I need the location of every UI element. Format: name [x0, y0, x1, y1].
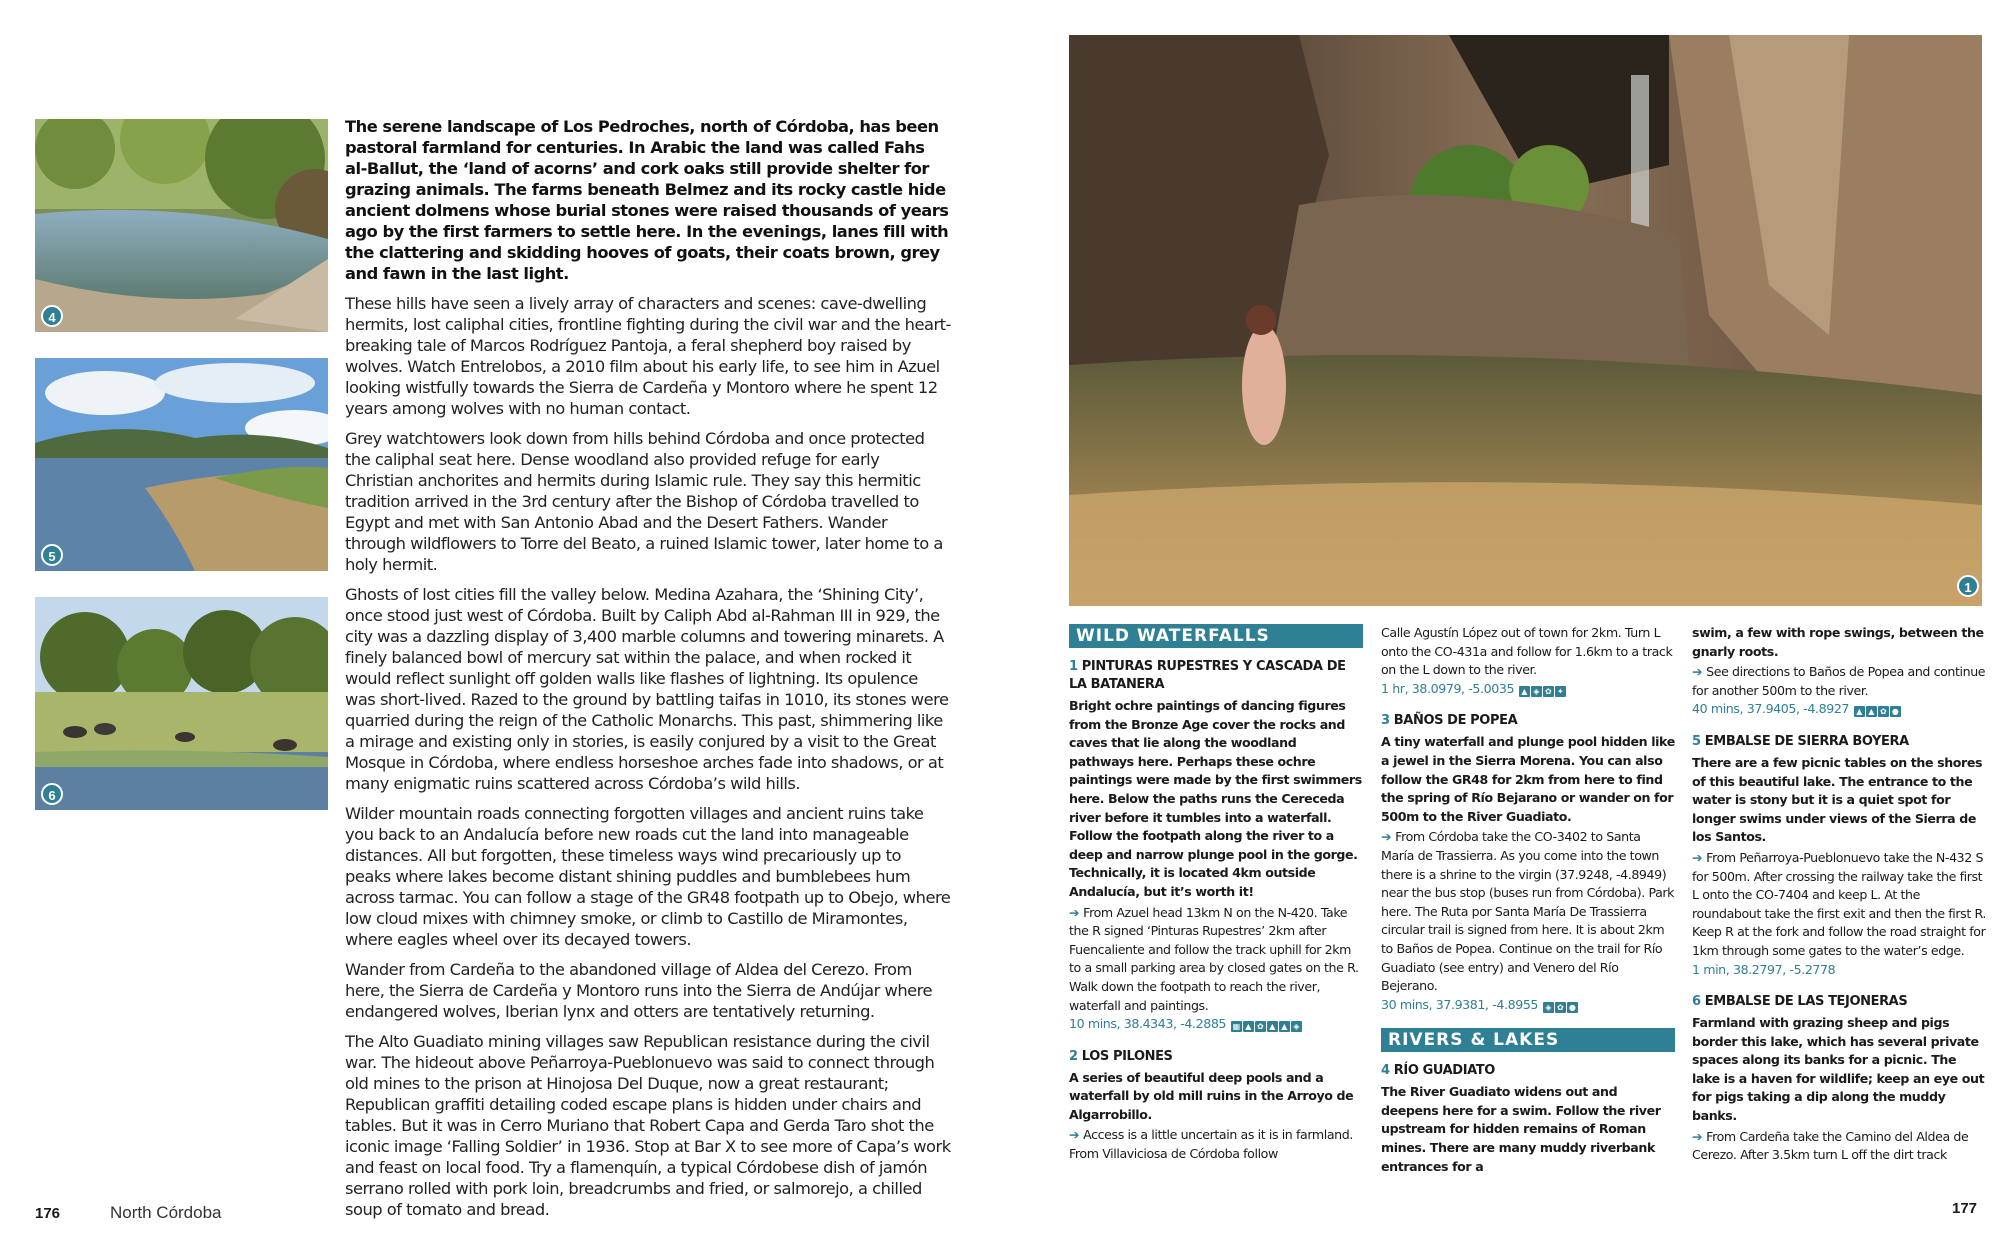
amenity-icons: ▲ ▲ ✿ ● [1853, 701, 1901, 716]
left-page-body [345, 116, 951, 1229]
photo-pasture [35, 597, 328, 810]
column-3 [1692, 624, 1986, 1165]
entry-directions: ➔ From Peñarroya-Pueblonuevo take the N-432 S for 500m. After crossing the railway take the first L onto the CO-7404 and keep L. At the roundabout take the first exit and then the first R. Keep R at the fork and follow the road straight for 1km through some gates to the water’s edge. [1692, 849, 1986, 958]
arrow-icon: ➔ [1692, 849, 1707, 865]
hero-badge: 1 [1957, 575, 1979, 597]
entry-meta: 1 hr, 38.0979, -5.0035 ▲ ◈ ✿ ✦ [1381, 680, 1675, 699]
entry-title: 5 EMBALSE DE SIERRA BOYERA [1692, 733, 1909, 749]
entry-meta: 40 mins, 37.9405, -4.8927 ▲ ▲ ✿ ● [1692, 700, 1986, 719]
body-paragraph: Grey watchtowers look down from hills behind Córdoba and once protected the caliphal seat here. Dense woodland also provided refuge for early Christian anchorites and hermits during Islamic rule. They say this hermitic tradition arrived in the 3rd century after the Bishop of Córdoba travelled to Egypt and met with San Antonio Abad and the Desert Fathers. Wander through wildflowers to Torre del Beato, a ruined Islamic tower, later home to a holy hermit. [345, 429, 943, 574]
amenity-icons: ◈ ✿ ● [1542, 997, 1578, 1012]
section-header-wild-waterfalls: WILD WATERFALLS [1069, 624, 1363, 648]
entry-description: Bright ochre paintings of dancing figures from the Bronze Age cover the rocks and caves that lie along the woodland pathways here. Perhaps these ochre paintings were made by the first swimmers here. Below the paths runs the Cereceda river before it tumbles into a waterfall. Follow the footpath along the river to a deep and narrow plunge pool in the gorge. Technically, it is located 4km outside Andalucía, but it’s worth it! [1069, 698, 1362, 899]
intro-paragraph: The serene landscape of Los Pedroches, north of Córdoba, has been pastoral farmland for centuries. In Arabic the land was called Fahs al-Ballut, the ‘land of acorns’ and cork oaks still provide shelter for grazing animals. The farms beneath Belmez and its rocky castle hide ancient dolmens whose burial stones were raised thousands of years ago by the first farmers to settle here. In the evenings, lanes fill with the clattering and skidding hooves of goats, their coats brown, grey and fawn in the last light. [345, 117, 949, 283]
entry-title: 2 LOS PILONES [1069, 1048, 1173, 1064]
arrow-icon: ➔ [1381, 829, 1396, 845]
entry-description: A series of beautiful deep pools and a waterfall by old mill ruins in the Arroyo de Algarrobillo. [1069, 1069, 1354, 1122]
entry-meta: 30 mins, 37.9381, -4.8955 ◈ ✿ ● [1381, 996, 1675, 1015]
amenity-icons: ▲ ◈ ✿ ✦ [1518, 681, 1566, 696]
body-paragraph: Ghosts of lost cities fill the valley below. Medina Azahara, the ‘Shining City’, once stood just west of Córdoba. Built by Caliph Abd al-Rahman III in 929, the city was a dazzling display of 3,400 marble columns and towering minarets. A finely balanced bowl of mercury sat within the palace, and when rocked it would reflect sunlight off golden walls like flashes of lightning. Its opulence was short-lived. Razed to the ground by battling taifas in 1010, its stones were quarried during the reign of the Catholic Monarchs. This past, shimmering like a mirage and existing only in stories, is easily conjured by a visit to the Great Mosque in Córdoba, where endless horseshoe arches fade into shadows, or at many enigmatic ruins scattered across Córdoba’s wild hills. [345, 585, 949, 793]
entry-directions: ➔ From Azuel head 13km N on the N-420. Take the R signed ‘Pinturas Rupestres’ 2km after Fuencaliente and follow the track uphill for 2km to a small parking area by closed gates on the R. Walk down the footpath to reach the river, waterfall and paintings. [1069, 904, 1359, 1013]
section-header-rivers-lakes: RIVERS & LAKES [1381, 1028, 1675, 1052]
entry-title: 3 BAÑOS DE POPEA [1381, 713, 1518, 729]
entry-description: A tiny waterfall and plunge pool hidden like a jewel in the Sierra Morena. You can also follow the GR48 for 2km from here to find the spring of Río Bejarano or wander on for 500m to the River Guadiato. [1381, 734, 1675, 824]
entry-description: swim, a few with rope swings, between the gnarly roots. [1692, 625, 1984, 659]
section-name: North Córdoba [110, 1203, 222, 1222]
page-number-left: 176 [35, 1205, 61, 1222]
photo-lake [35, 358, 328, 571]
body-paragraph: Wander from Cardeña to the abandoned village of Aldea del Cerezo. From here, the Sierra de Cardeña y Montoro runs into the Sierra de Andújar where endangered wolves, Iberian lynx and otters are tentatively returning. [345, 960, 933, 1021]
photo-badge: 5 [41, 544, 63, 566]
entry-directions: ➔ From Cardeña take the Camino del Aldea de Cerezo. After 3.5km turn L off the dirt track [1692, 1128, 1969, 1163]
entry-description: Farmland with grazing sheep and pigs border this lake, which has several private spaces along its banks for a picnic. The lake is a haven for wildlife; keep an eye out for pigs taking a dip along the muddy banks. [1692, 1015, 1985, 1124]
hero-photo-waterfall [1069, 35, 1982, 606]
column-2 [1381, 624, 1675, 1178]
arrow-icon: ➔ [1692, 1128, 1707, 1144]
entry-title: 4 RÍO GUADIATO [1381, 1063, 1495, 1079]
entry-title: 1 PINTURAS RUPESTRES Y CASCADA DE LA BATANERA [1069, 659, 1346, 692]
page-number-right: 177 [1952, 1200, 1978, 1217]
body-paragraph: These hills have seen a lively array of characters and scenes: cave-dwelling hermits, lost caliphal cities, frontline fighting during the civil war and the heart-breaking tale of Marcos Rodríguez Pantoja, a feral shepherd boy raised by wolves. Watch Entrelobos, a 2010 film about his early life, to see him in Azuel looking wistfully towards the Sierra de Cardeña y Montoro where he spent 12 years among wolves with no human contact. [345, 294, 951, 418]
photo-river [35, 119, 328, 332]
entry-description: The River Guadiato widens out and deepens here for a swim. Follow the river upstream for hidden remains of Roman mines. There are many muddy riverbank entrances for a [1381, 1084, 1661, 1174]
amenity-icons: ▦ ▲ ✿ ▲ ▲ ◈ [1230, 1016, 1302, 1031]
entry-directions: ➔ Access is a little uncertain as it is in farmland. From Villaviciosa de Córdoba follow [1069, 1127, 1353, 1162]
entry-title: 6 EMBALSE DE LAS TEJONERAS [1692, 994, 1908, 1010]
arrow-icon: ➔ [1069, 1127, 1084, 1143]
entry-meta: 10 mins, 38.4343, -4.2885 ▦ ▲ ✿ ▲ ▲ ◈ [1069, 1015, 1363, 1034]
column-1 [1069, 624, 1363, 1164]
arrow-icon: ➔ [1069, 904, 1084, 920]
photo-badge: 6 [41, 783, 63, 805]
entry-meta: 1 min, 38.2797, -5.2778 [1692, 961, 1836, 977]
entry-directions: ➔ From Córdoba take the CO-3402 to Santa María de Trassierra. As you come into the town there is a shrine to the virgin (37.9248, -4.8949) near the bus stop (buses run from Córdoba). Park here. The Ruta por Santa María De Trassierra circular trail is signed from here. It is about 2km to Baños de Popea. Continue on the trail for Río Guadiato (see entry) and Venero del Río Bejerano. [1381, 829, 1675, 994]
body-paragraph: Wilder mountain roads connecting forgotten villages and ancient ruins take you back to an Andalucía before new roads cut the land into manageable distances. All but forgotten, these timeless ways wind precariously up to peaks where lakes become distant shining puddles and bumblebees hum across tarmac. You can follow a stage of the GR48 footpath up to Obejo, where low cloud mixes with chimney smoke, or climb to Castillo de Miramontes, where eagles wheel over its decayed towers. [345, 804, 951, 949]
body-paragraph: The Alto Guadiato mining villages saw Republican resistance during the civil war. The hideout above Peñarroya-Pueblonuevo was said to connect through old mines to the prison at Hinojosa Del Duque, now a great restaurant; Republican graffiti detailing coded escape plans is hidden under chairs and tables. But it was in Cerro Muriano that Robert Capa and Gerda Taro shot the iconic image ‘Falling Soldier’ in 1936. Stop at Bar X to see more of Capa’s work and feast on local food. Try a flamenquín, a typical Córdobese dish of jamón serrano rolled with pork loin, breadcrumbs and fried, or salmorejo, a chilled soup of tomato and bread. [345, 1032, 951, 1219]
entry-directions: Calle Agustín López out of town for 2km. Turn L onto the CO-431a and follow for 1.6km to a track on the L down to the river. [1381, 625, 1673, 678]
entry-directions: ➔ See directions to Baños de Popea and continue for another 500m to the river. [1692, 664, 1986, 698]
entry-description: There are a few picnic tables on the shores of this beautiful lake. The entrance to the water is stony but it is a quiet spot for longer swims under views of the Sierra de los Santos. [1692, 754, 1983, 845]
arrow-icon: ➔ [1692, 664, 1707, 680]
photo-badge: 4 [41, 305, 63, 327]
